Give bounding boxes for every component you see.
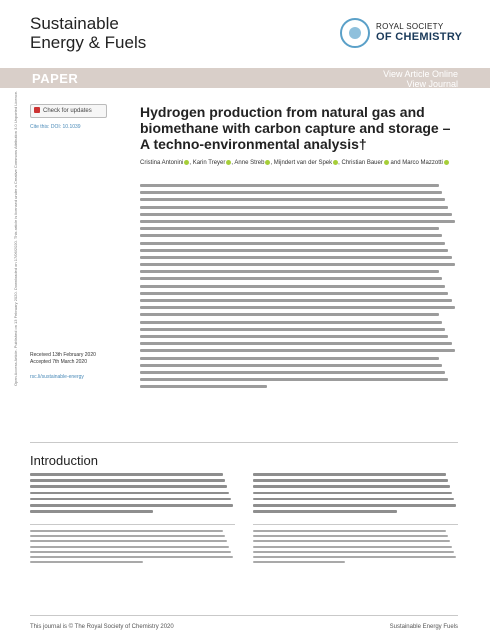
text-line xyxy=(140,198,445,201)
text-line xyxy=(140,335,448,338)
seal-icon xyxy=(340,18,370,48)
text-line xyxy=(253,546,452,548)
text-line xyxy=(253,561,345,563)
introduction-heading: Introduction xyxy=(30,453,98,468)
text-line xyxy=(253,551,454,553)
text-line xyxy=(253,510,397,513)
text-line xyxy=(140,249,448,252)
view-online-links xyxy=(383,69,458,89)
view-article-online-link[interactable]: View Article Online xyxy=(383,69,458,79)
text-line xyxy=(30,530,223,532)
text-line xyxy=(253,556,456,558)
text-line xyxy=(30,510,153,513)
article-title: Hydrogen production from natural gas and biomethane with carbon capture and storage – A techno-environmental analysis† xyxy=(140,104,451,152)
check-for-updates-label: Check for updates xyxy=(43,108,92,114)
text-line xyxy=(140,184,439,187)
received-date: Received 13th February 2020 xyxy=(30,352,96,358)
footer-divider xyxy=(30,615,458,616)
view-journal-link[interactable]: View Journal xyxy=(406,79,458,89)
text-line xyxy=(253,498,454,501)
text-line xyxy=(253,485,450,488)
text-line xyxy=(140,256,452,259)
text-line xyxy=(30,556,233,558)
text-line xyxy=(140,385,267,388)
body-column-right xyxy=(253,473,458,516)
author[interactable]: Mijndert van der Spek xyxy=(273,160,333,166)
license-sidebar xyxy=(10,90,24,386)
text-line xyxy=(140,263,455,266)
footer-copyright: This journal is © The Royal Society of Chemistry 2020 xyxy=(30,624,174,630)
author[interactable]: Christian Bauer xyxy=(341,160,383,166)
text-line xyxy=(140,227,439,230)
text-line xyxy=(30,504,233,507)
text-line xyxy=(253,535,448,537)
text-line xyxy=(30,473,223,476)
doi-link[interactable]: rsc.li/sustainable-energy xyxy=(30,374,84,380)
publisher-name xyxy=(376,22,462,43)
text-line xyxy=(253,530,446,532)
left-meta-column xyxy=(30,104,130,131)
text-line xyxy=(30,492,229,495)
text-line xyxy=(140,371,445,374)
text-line xyxy=(140,220,455,223)
author[interactable]: Anne Streb xyxy=(234,160,265,166)
publisher-name-line2: OF CHEMISTRY xyxy=(376,31,463,43)
text-line xyxy=(140,285,445,288)
journal-title xyxy=(30,14,230,52)
article-type-banner xyxy=(0,68,490,88)
text-line xyxy=(140,292,448,295)
text-line xyxy=(30,535,225,537)
text-line xyxy=(140,357,439,360)
check-for-updates-button[interactable] xyxy=(30,104,107,118)
text-line xyxy=(30,561,143,563)
received-dates xyxy=(30,352,130,381)
text-line xyxy=(140,234,442,237)
footnote-divider-left xyxy=(30,524,235,525)
text-line xyxy=(140,328,445,331)
author[interactable]: Marco Mazzotti xyxy=(402,160,443,166)
text-line xyxy=(30,485,227,488)
text-line xyxy=(253,504,456,507)
author[interactable]: Cristina Antonini xyxy=(140,160,184,166)
author[interactable]: Karin Treyer xyxy=(192,160,226,166)
text-line xyxy=(253,479,448,482)
footer-journal: Sustainable Energy Fuels xyxy=(389,624,458,630)
affiliation-footnotes xyxy=(30,530,235,566)
orcid-icon[interactable] xyxy=(265,160,270,165)
text-line xyxy=(30,540,227,542)
text-line xyxy=(140,349,455,352)
section-divider xyxy=(30,442,458,443)
orcid-icon[interactable] xyxy=(384,160,389,165)
orcid-icon[interactable] xyxy=(333,160,338,165)
text-line xyxy=(140,191,442,194)
orcid-icon[interactable] xyxy=(184,160,189,165)
text-line xyxy=(140,364,442,367)
text-line xyxy=(140,213,452,216)
publisher-logo[interactable] xyxy=(340,18,470,52)
accepted-date: Accepted 7th March 2020 xyxy=(30,359,87,365)
text-line xyxy=(140,270,439,273)
orcid-icon[interactable] xyxy=(226,160,231,165)
text-line xyxy=(140,242,445,245)
text-line xyxy=(253,492,452,495)
footnote-divider-right xyxy=(253,524,458,525)
text-line xyxy=(140,313,439,316)
body-column-left xyxy=(30,473,235,516)
article-type-label: PAPER xyxy=(32,71,79,86)
license-text: Open Access Article. Published on 13 February 2020. Downloaded on 17/06/2020. This article is licensed under a Creative Commons Attribution 3.0 Unported Licence. xyxy=(13,90,18,386)
text-line xyxy=(140,299,452,302)
text-line xyxy=(140,306,455,309)
abstract-text-block xyxy=(140,184,458,392)
text-line xyxy=(30,546,229,548)
publisher-name-line1: ROYAL SOCIETY xyxy=(376,22,444,31)
orcid-icon[interactable] xyxy=(444,160,449,165)
cite-this[interactable]: Cite this: DOI: 10.1039 xyxy=(30,124,81,130)
text-line xyxy=(140,206,448,209)
text-line xyxy=(253,473,446,476)
text-line xyxy=(253,540,450,542)
text-line xyxy=(140,277,442,280)
text-line xyxy=(140,321,442,324)
journal-title-line1: Sustainable xyxy=(30,14,119,33)
supplementary-footnotes xyxy=(253,530,458,566)
text-line xyxy=(30,479,225,482)
text-line xyxy=(140,342,452,345)
journal-title-line2: Energy & Fuels xyxy=(30,33,147,52)
text-line xyxy=(30,551,231,553)
author-list: Cristina Antonini , Karin Treyer , Anne Streb , Mijndert van der Spek , Christian Bauer and Marco Mazzotti xyxy=(140,158,460,168)
text-line xyxy=(30,498,231,501)
text-line xyxy=(140,378,448,381)
crossmark-icon xyxy=(34,107,40,113)
